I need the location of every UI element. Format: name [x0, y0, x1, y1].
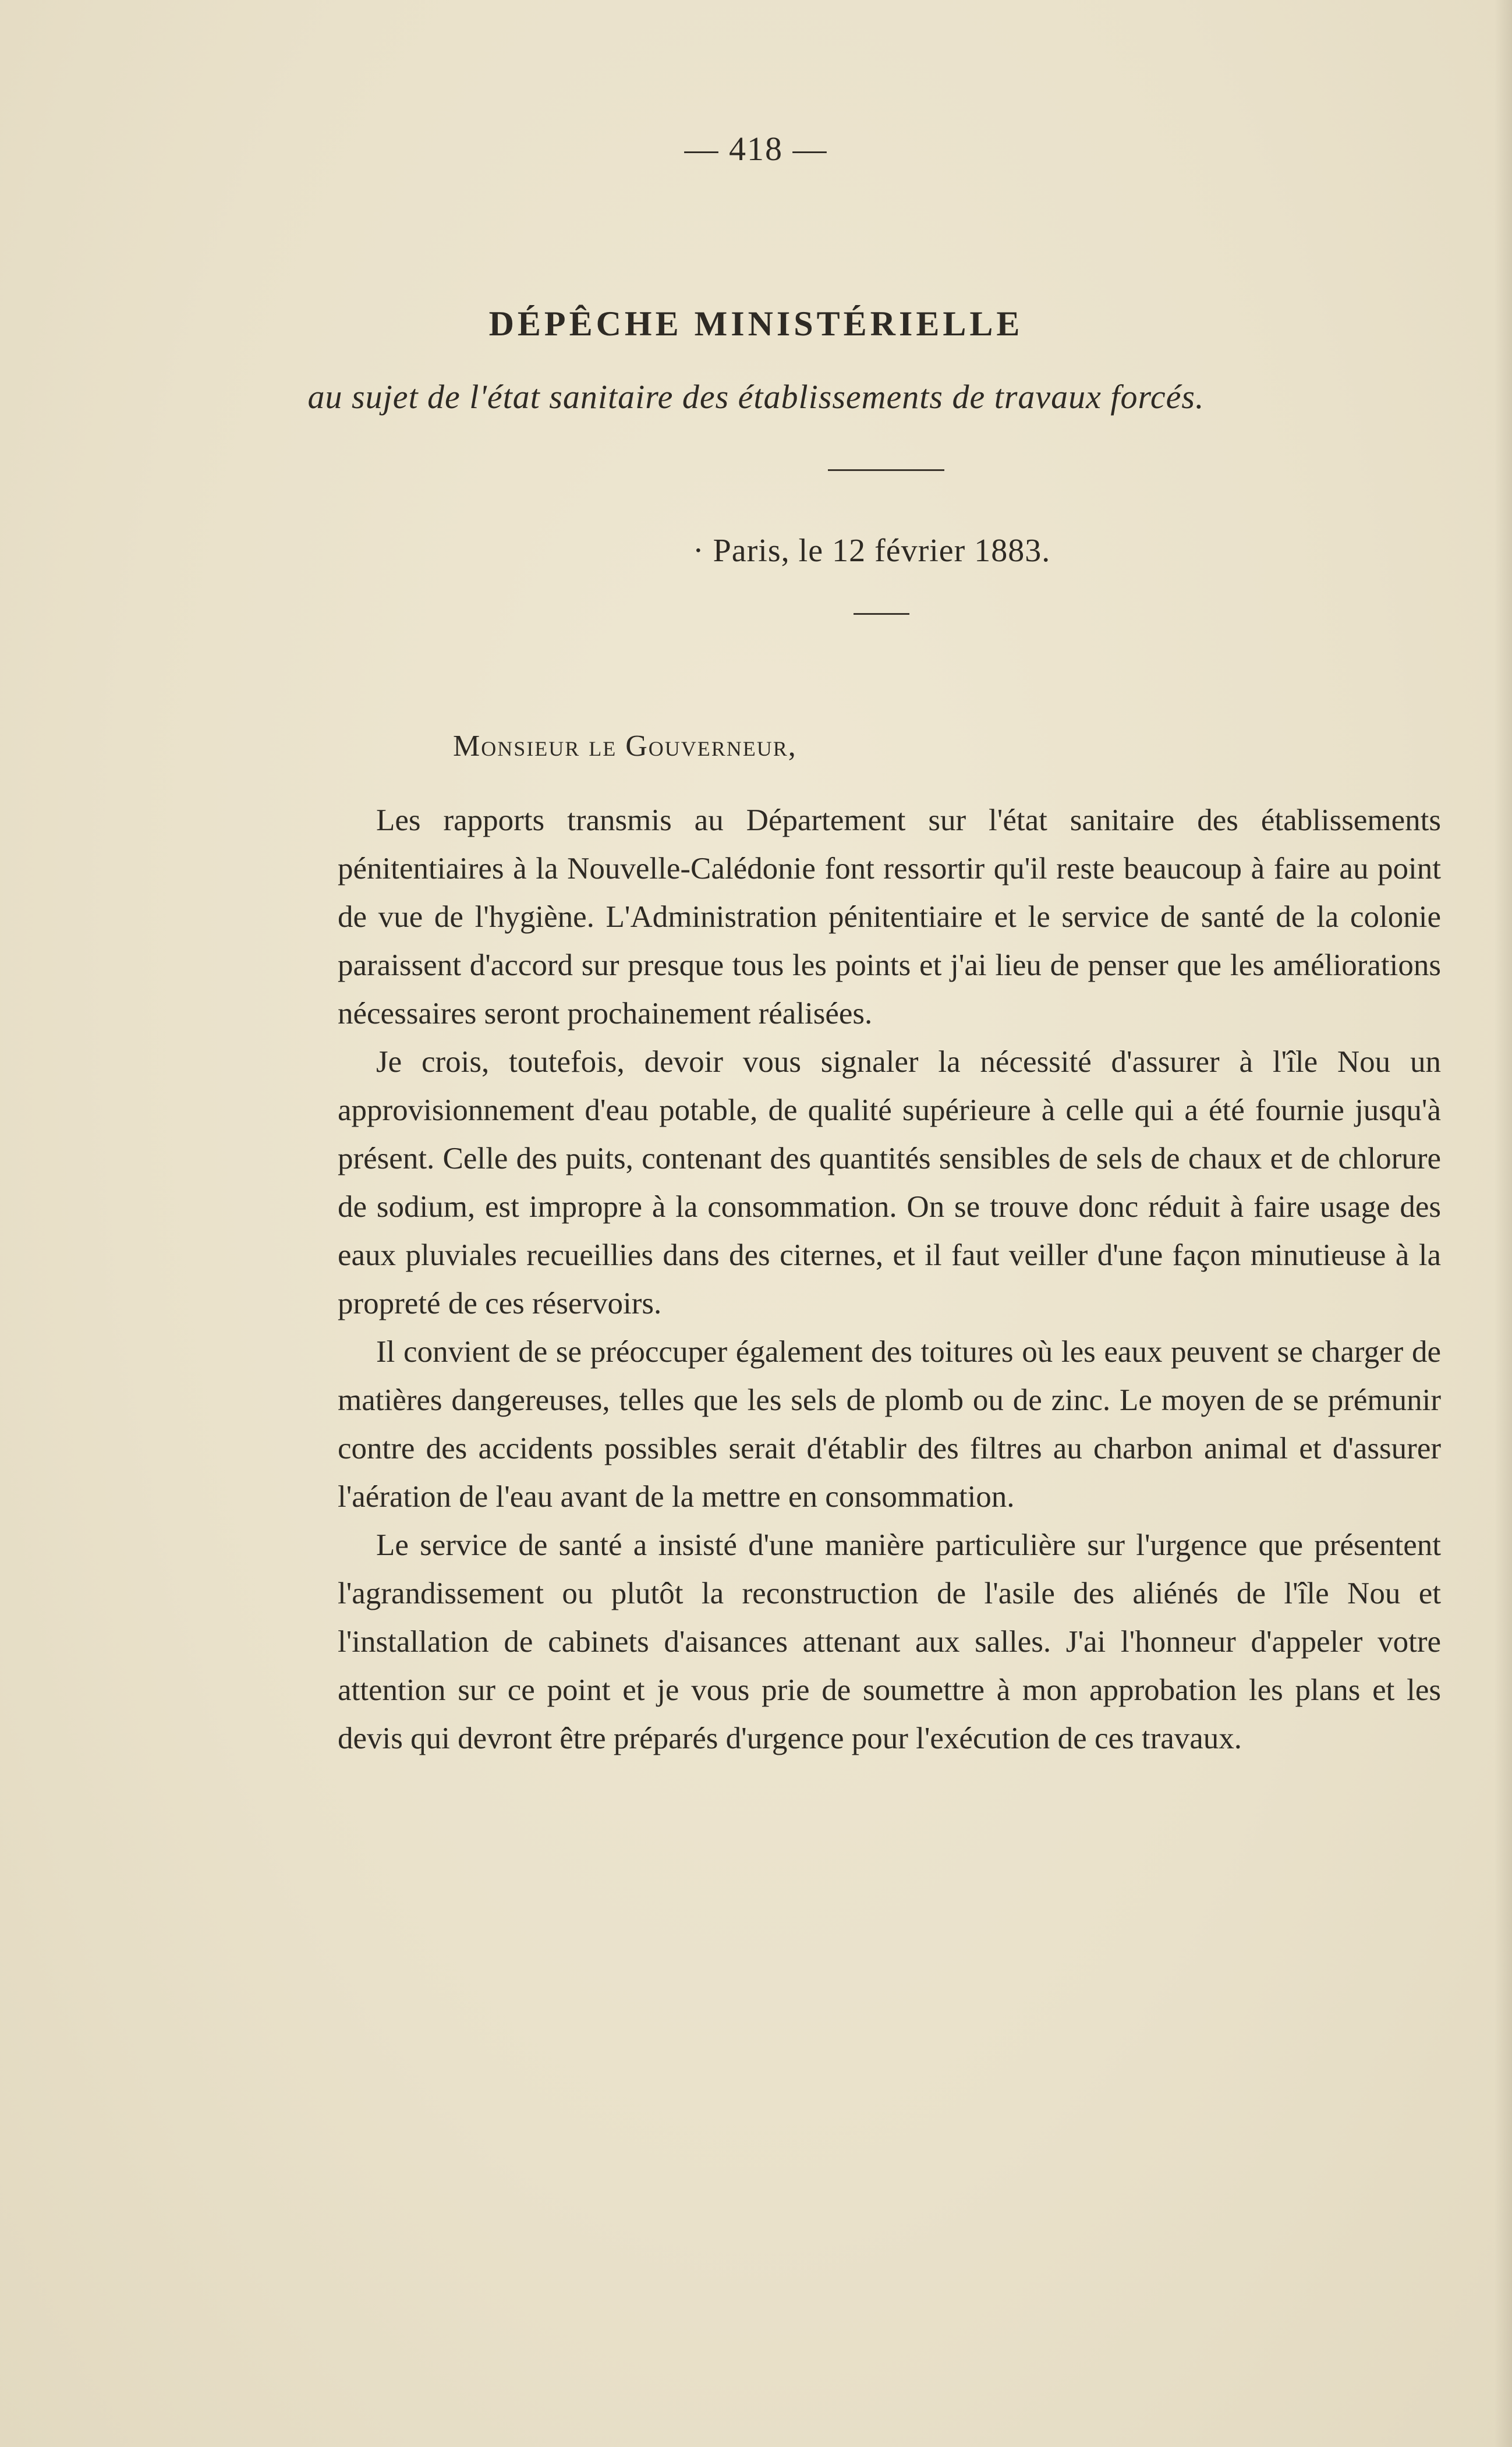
page-edge-shadow: [1495, 0, 1512, 2447]
document-subtitle: au sujet de l'état sanitaire des établissements de travaux forcés.: [307, 378, 1205, 416]
paragraph-2: Je crois, toutefois, devoir vous signaler la nécessité d'assurer à l'île Nou un approvisionnement d'eau potable, de qualité supérieure à celle qui a été fournie jusqu'à présent. Celle des puits, contenant des quantités sensibles de sels de chaux et de chlorure de sodium, est impropre à la consommation. On se trouve donc réduit à faire usage des eaux pluviales recueillies dans des citernes, et il faut veiller d'une façon minutieuse à la propreté de ces réservoirs.: [338, 1045, 1441, 1320]
dateline: · Paris, le 12 février 1883.: [693, 533, 1051, 569]
document-title: DÉPÊCHE MINISTÉRIELLE: [488, 304, 1024, 343]
page-number: — 418 —: [684, 130, 828, 168]
paragraph-1: Les rapports transmis au Département sur l'état sanitaire des établissements pénitentiaires à la Nouvelle-Calédonie font ressortir qu'il reste beaucoup à faire au point de vue de l'hygiène. L'Administration pénitentiaire et le service de santé de la colonie paraissent d'accord sur presque tous les points et j'ai lieu de penser que les améliorations nécessaires seront prochainement réalisées.: [338, 803, 1441, 1030]
paragraph-3: Il convient de se préoccuper également des toitures où les eaux peuvent se charger de matières dangereuses, telles que les sels de plomb ou de zinc. Le moyen de se prémunir contre des accidents possibles serait d'établir des filtres au charbon animal et d'assurer l'aération de l'eau avant de la mettre en consommation.: [338, 1335, 1441, 1514]
separator-rule: [828, 469, 944, 471]
separator-rule-short: [854, 613, 909, 615]
salutation: Monsieur le Gouverneur,: [453, 730, 797, 763]
letter-body: [338, 796, 1441, 1763]
paragraph-4: Le service de santé a insisté d'une manière particulière sur l'urgence que présentent l'agrandissement ou plutôt la reconstruction de l'asile des aliénés de l'île Nou et l'installation de cabinets d'aisances attenant aux salles. J'ai l'honneur d'appeler votre attention sur ce point et je vous prie de soumettre à mon approbation les plans et les devis qui devront être préparés d'urgence pour l'exécution de ces travaux.: [338, 1528, 1441, 1755]
